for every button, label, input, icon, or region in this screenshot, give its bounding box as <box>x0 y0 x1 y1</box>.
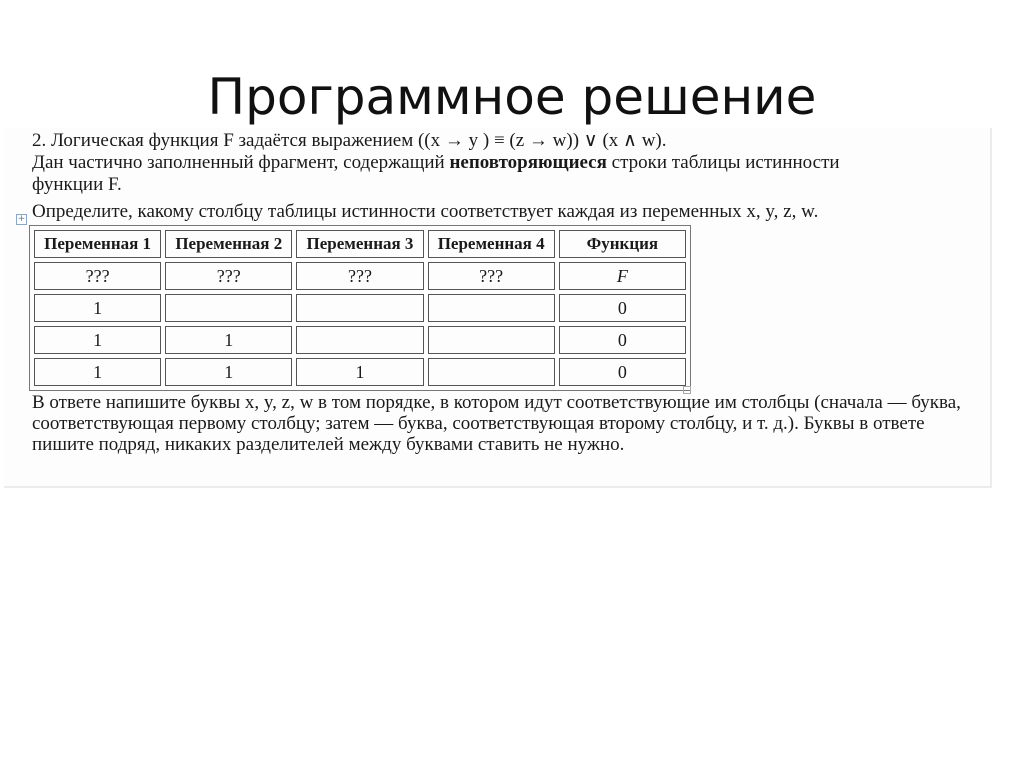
table-cell: ??? <box>296 262 423 290</box>
problem-image <box>4 128 992 488</box>
column-header: Переменная 2 <box>165 230 292 258</box>
problem-text: Дан частично заполненный фрагмент, содержащий <box>32 152 450 173</box>
table-cell <box>165 294 292 322</box>
answer-instructions: В ответе напишите буквы x, y, z, w в том порядке, в котором идут соответствующие им столбцы (сначала — буква, соответствующая первому столбцу; затем — буква, соответствующая второму столбцу, и т. д.). Буквы в ответе пишите подряд, никаких разделителей между буквами ставить не нужно. <box>32 392 961 455</box>
table-cell: ??? <box>428 262 555 290</box>
table-cell <box>428 294 555 322</box>
table-cell <box>296 294 423 322</box>
table-cell: 0 <box>559 358 686 386</box>
problem-question-line: Определите, какому столбцу таблицы истинности соответствует каждая из переменных x, y, z, w. <box>32 201 819 222</box>
table-cell: 1 <box>34 294 161 322</box>
table-row <box>34 326 686 354</box>
column-header: Переменная 1 <box>34 230 161 258</box>
problem-emphasis: неповторяющиеся <box>449 152 607 173</box>
table-cell <box>428 358 555 386</box>
column-header: Переменная 4 <box>428 230 555 258</box>
table-anchor-icon[interactable]: + <box>17 214 26 224</box>
table-row <box>34 294 686 322</box>
table-row <box>34 358 686 386</box>
table-cell: 1 <box>165 326 292 354</box>
table-cell <box>296 326 423 354</box>
table-header-row <box>34 230 686 258</box>
slide-title: Программное решение <box>207 68 817 126</box>
table-cell <box>428 326 555 354</box>
table-cell: ??? <box>165 262 292 290</box>
problem-text: строки таблицы истинности <box>606 152 840 173</box>
truth-table <box>29 225 691 391</box>
column-header: Переменная 3 <box>296 230 423 258</box>
problem-statement-line <box>32 152 977 173</box>
table-cell: ??? <box>34 262 161 290</box>
table-cell: 1 <box>34 326 161 354</box>
problem-statement-line: 2. Логическая функция F задаётся выражением ((x → y ) ≡ (z → w)) ∨ (x ∧ w). <box>32 130 667 151</box>
table-cell: 1 <box>165 358 292 386</box>
problem-statement-line: функции F. <box>32 174 122 195</box>
column-header: Функция <box>559 230 686 258</box>
table-cell: 1 <box>296 358 423 386</box>
table-cell: 0 <box>559 294 686 322</box>
table-cell: 0 <box>559 326 686 354</box>
table-cell: F <box>559 262 686 290</box>
table-cell: 1 <box>34 358 161 386</box>
table-row <box>34 262 686 290</box>
